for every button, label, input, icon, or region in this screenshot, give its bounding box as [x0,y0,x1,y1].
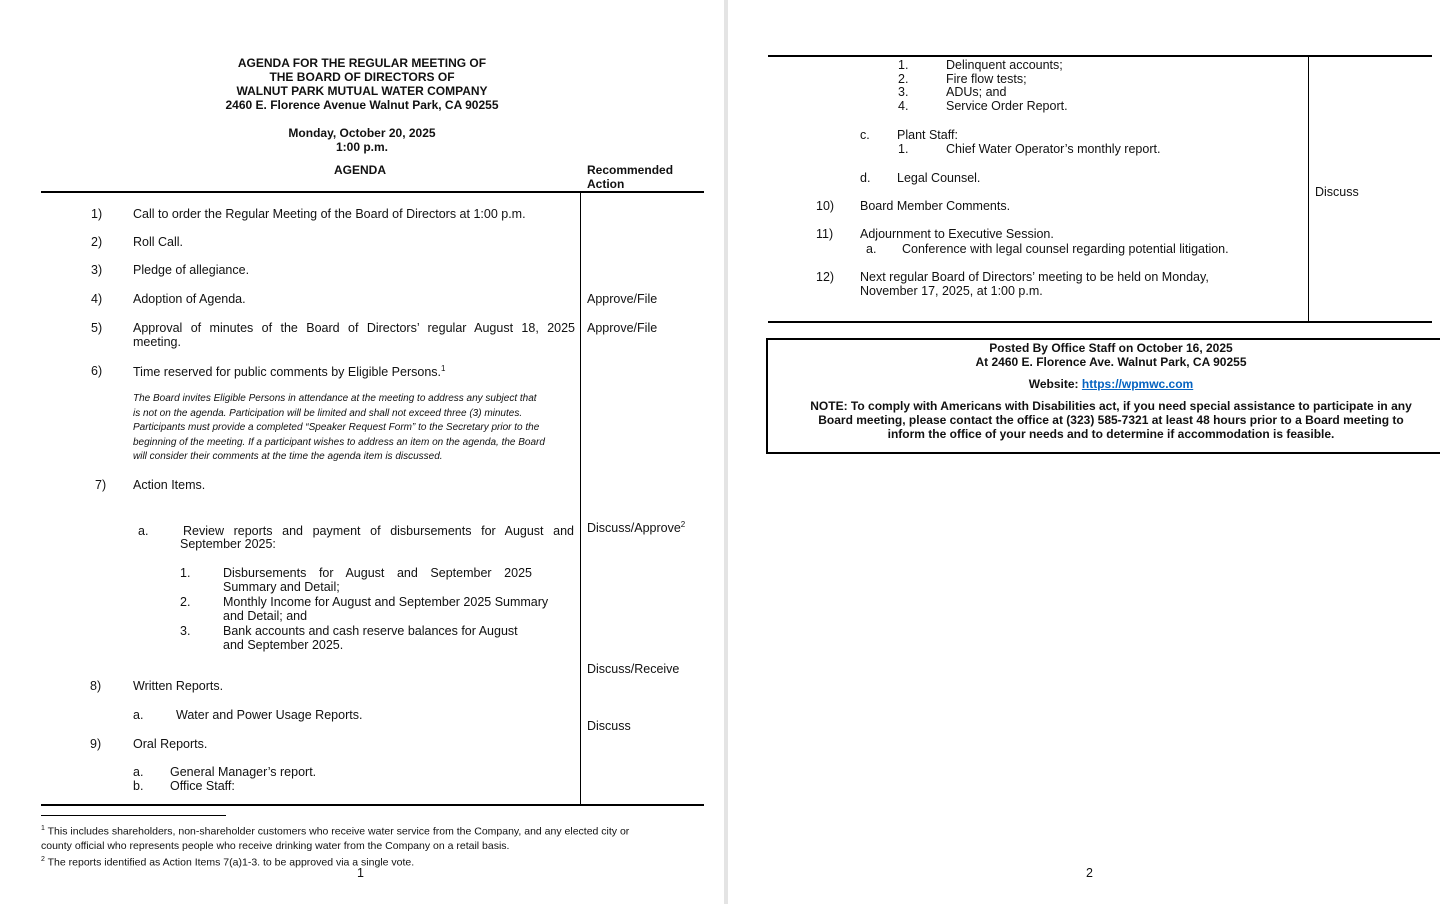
recommended-action: Approve/File [587,321,658,335]
recommended-action: Discuss [1315,185,1359,199]
item-text: Written Reports. [133,679,224,693]
item-text: Call to order the Regular Meeting of the Board of Directors at 1:00 p.m. [133,207,526,221]
item-text: Legal Counsel. [897,171,981,185]
recommended-action: Approve/File [587,292,658,306]
item-number: 7) [95,478,107,492]
item-number: 1) [91,207,103,221]
column-divider [580,192,581,805]
item-text: Delinquent accounts; [946,58,1063,72]
meeting-date: Monday, October 20, 2025 [288,126,436,140]
item-letter: a. [133,708,144,722]
footnote-separator [41,815,226,816]
footnote-mark: 2 [41,855,45,863]
item-number: 10) [816,199,835,213]
item-text: Adjournment to Executive Session. [860,227,1054,241]
footnote-ref-1[interactable]: 1 [441,364,446,373]
action-column-header-line-1: Recommended [587,163,674,177]
footnote-mark: 1 [41,825,45,832]
header-title-line-1: AGENDA FOR THE REGULAR MEETING OF [237,56,487,70]
header-address: 2460 E. Florence Avenue Walnut Park, CA 90255 [225,98,499,112]
item-number: 12) [816,270,835,284]
ada-note-line-3: inform the office of your needs and to determine if accommodation is feasible. [887,427,1335,441]
item-text: Plant Staff: [897,128,958,142]
header-company-name: WALNUT PARK MUTUAL WATER COMPANY [236,84,488,98]
page-2 [728,0,1440,904]
item-text: Adoption of Agenda. [133,292,246,306]
item-text: Chief Water Operator’s monthly report. [946,142,1161,156]
agenda-column-header: AGENDA [334,163,387,177]
item-text [133,364,445,379]
footnote-1 [41,822,681,869]
item-letter: a. [866,242,877,256]
ada-note-line-2: Board meeting, please contact the office at (323) 585-7321 at least 48 hours prior to a Board meeting to [818,413,1404,427]
item-text-line-2: September 2025: [180,537,276,551]
meeting-time: 1:00 p.m. [335,140,389,154]
item-text: Action Items. [133,478,206,492]
item-letter: a. [133,765,144,779]
item-number: 2) [91,235,103,249]
ada-note-line-1: NOTE: To comply with Americans with Disabilities act, if you need special assistance to participate in any [810,399,1412,413]
item-number: 6) [91,364,103,378]
item-text: Board Member Comments. [860,199,1011,213]
item-text: Fire flow tests; [946,72,1027,86]
posted-address-line: At 2460 E. Florence Ave. Walnut Park, CA 90255 [975,355,1247,369]
item-text-line-2: and Detail; and [223,609,308,623]
column-divider [1308,56,1309,322]
item-text: Oral Reports. [133,737,208,751]
item-letter: a. [138,524,149,538]
item-letter: c. [860,128,870,142]
note-line-2: is not on the agenda. Participation will be limited and shall not exceed three (3) minutes. [133,407,523,419]
header-title-line-2: THE BOARD OF DIRECTORS OF [269,70,455,84]
footnote-text: The reports identified as Action Items 7(a)1-3. to be approved via a single vote. [47,856,415,868]
item-number: 5) [91,321,103,335]
item-text: ADUs; and [946,85,1007,99]
item-text-line-1: Monthly Income for August and September 2025 Summary [223,595,549,609]
recommended-action [587,520,685,535]
item-number: 9) [90,737,102,751]
item-text-content: Time reserved for public comments by Eligible Persons. [133,365,441,380]
item-number: 3. [898,85,909,99]
item-text-line-1: Disbursements for August and September 2025 [223,566,532,580]
note-line-4: beginning of the meeting. If a participant wishes to address an item on the agenda, the Board [133,436,545,448]
note-line-5: will consider their comments at the time the agenda item is discussed. [133,451,443,462]
item-text: Conference with legal counsel regarding potential litigation. [902,242,1229,256]
website-link[interactable]: https://wpmwc.com [1081,377,1194,391]
item-number: 1. [898,142,909,156]
item-text: Roll Call. [133,235,184,249]
page-number: 1 [357,866,364,880]
item-text: Office Staff: [170,779,235,793]
footnote-1-line-1 [41,822,681,839]
item-text: General Manager’s report. [170,765,317,779]
item-number: 3) [91,263,103,277]
item-number: 4. [898,99,909,113]
action-text: Discuss/Approve [587,521,681,536]
item-number: 2. [898,72,909,86]
posting-notice-box [766,338,1440,454]
item-text-line-1: Review reports and payment of disbursements for August and [183,524,574,538]
public-comment-note [133,392,578,465]
recommended-action: Discuss [587,719,631,733]
item-number: 1. [898,58,909,72]
table-top-rule [768,55,1432,57]
item-letter: b. [133,779,144,793]
item-text: Service Order Report. [946,99,1068,113]
item-text-line-1: Approval of minutes of the Board of Directors’ regular August 18, 2025 [133,321,575,335]
item-number: 11) [816,227,834,241]
item-number: 4) [91,292,103,306]
footnote-ref-2[interactable]: 2 [680,520,686,529]
table-bottom-rule [768,321,1432,323]
website-label: Website: [1028,377,1079,391]
website-line [768,377,1440,391]
recommended-action: Discuss/Receive [587,662,680,676]
item-text-line-1: Next regular Board of Directors’ meeting to be held on Monday, [860,270,1209,284]
item-letter: d. [860,171,871,185]
item-text: Water and Power Usage Reports. [176,708,363,722]
item-number: 1. [180,566,191,580]
note-line-1: The Board invites Eligible Persons in attendance at the meeting to address any subject that [133,393,537,404]
footnote-text: This includes shareholders, non-shareholder customers who receive water service from the Company, and any elected city or [47,825,630,838]
note-line-3: Participants must provide a completed “Speaker Request Form” to the Secretary prior to the [133,422,540,433]
item-text-line-2: November 17, 2025, at 1:00 p.m. [860,284,1043,298]
item-text: Pledge of allegiance. [133,263,250,277]
table-bottom-rule [41,804,704,806]
footnote-1-line-2: county official who represents people who receive drinking water from the Company on a retail basis. [41,839,510,852]
item-number: 2. [180,595,191,609]
posted-by-line: Posted By Office Staff on October 16, 2025 [989,341,1233,355]
table-top-rule [41,191,704,193]
item-text-line-2: Summary and Detail; [223,580,340,594]
page-number: 2 [1086,866,1093,880]
action-column-header-line-2: Action [587,177,625,191]
item-text-line-2: and September 2025. [223,638,344,652]
item-number: 3. [180,624,191,638]
item-text-line-2: meeting. [133,335,181,349]
item-number: 8) [90,679,102,693]
item-text-line-1: Bank accounts and cash reserve balances for August [223,624,518,638]
